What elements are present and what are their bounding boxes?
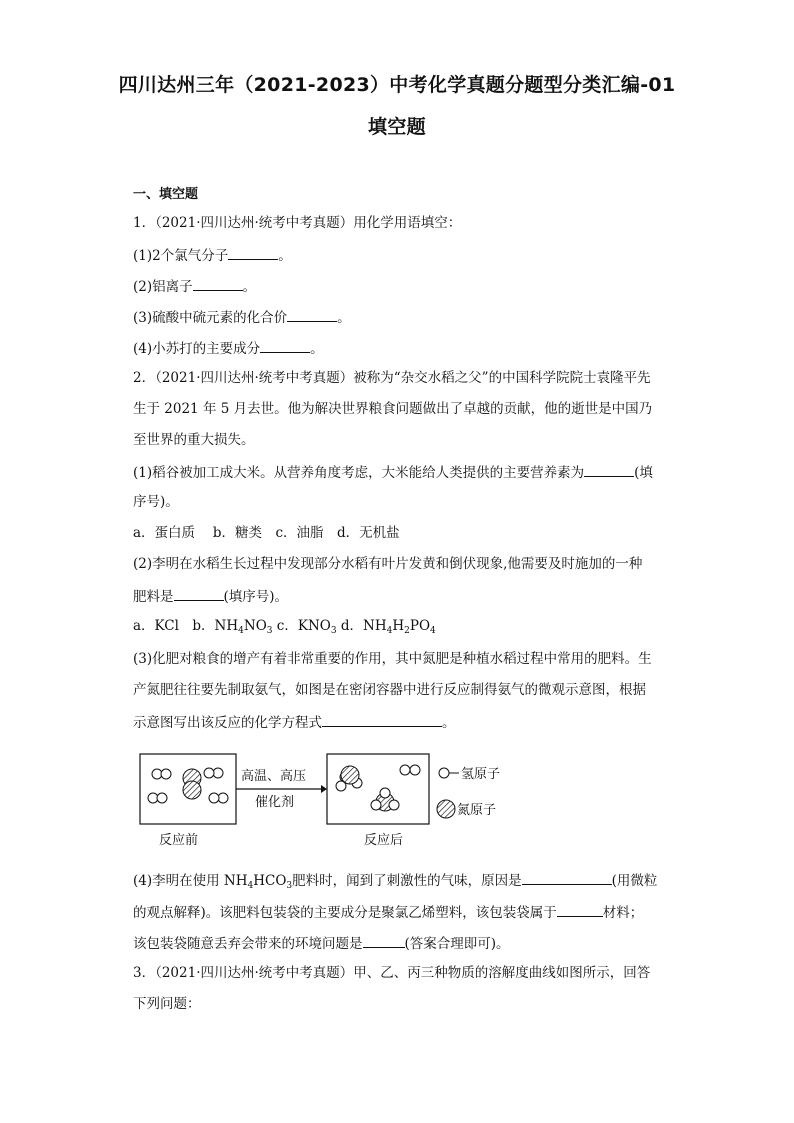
legend-hydrogen <box>439 767 500 782</box>
q2-part3-line3: 示意图写出该反应的化学方程式 。 <box>133 712 456 732</box>
answer-blank[interactable] <box>322 712 442 727</box>
answer-blank[interactable] <box>584 462 634 477</box>
q2-part4-line2: 的观点解释)。该肥料包装袋的主要成分是聚氯乙烯塑料，该包装袋属于 材料； <box>133 902 643 922</box>
document-title: 四川达州三年（2021-2023）中考化学真题分题型分类汇编-01 <box>118 74 676 96</box>
reaction-diagram <box>135 748 525 852</box>
q1-part3: (3)硫酸中硫元素的化合价 。 <box>133 307 351 327</box>
q2-part3-line2: 产氮肥往往要先制取氨气，如图是在密闭容器中进行反应制得氨气的微观示意图，根据 <box>133 682 646 698</box>
document-title-line2: 填空题 <box>368 116 426 138</box>
after-label: 反应后 <box>364 833 404 848</box>
q2-part2-options: a．KCl b．$NH_4NO_3$ c．$KNO_3$ d．$NH_4H_2PO_4$ <box>133 618 436 636</box>
condition-bottom: 催化剂 <box>255 795 295 810</box>
section-heading: 一、填空题 <box>133 187 199 202</box>
answer-blank[interactable] <box>228 245 278 260</box>
q2-stem-line2: 生于 2021 年 5 月去世。他为解决世界粮食问题做出了卓越的贡献，他的逝世是中国乃 <box>133 401 653 417</box>
answer-blank[interactable] <box>287 307 337 322</box>
q2-part2-line1: (2)李明在水稻生长过程中发现部分水稻有叶片发黄和倒伏现象,他需要及时施加的一种 <box>133 556 643 572</box>
q2-part4-line3: 该包装袋随意丢弃会带来的环境问题是 (答案合理即可)。 <box>133 933 510 953</box>
condition-top: 高温、高压 <box>241 769 307 784</box>
q2-stem-line3: 至世界的重大损失。 <box>133 432 255 448</box>
q2-part3-line1: (3)化肥对粮食的增产有着非常重要的作用，其中氮肥是种植水稻过程中常用的肥料。生 <box>133 651 652 667</box>
answer-blank[interactable] <box>193 276 243 291</box>
q1-part1: (1)2个氯气分子 。 <box>133 245 292 265</box>
q2-part4-line1: (4)李明在使用 $NH_4HCO_3$肥料时，闻到了刺激性的气味，原因是 (用微粒 <box>133 870 657 890</box>
q1-stem: 1．（2021·四川达州·统考中考真题）用化学用语填空： <box>133 215 462 231</box>
q2-part2-line2: 肥料是 (填序号)。 <box>133 586 288 606</box>
after-molecules <box>336 765 420 811</box>
legend-nitrogen <box>437 800 496 818</box>
before-label: 反应前 <box>159 833 199 848</box>
q3-stem-line1: 3．（2021·四川达州·统考中考真题）甲、乙、丙三种物质的溶解度曲线如图所示，回答 <box>133 965 651 981</box>
answer-blank[interactable] <box>260 338 310 353</box>
legend-nitrogen-label: 氮原子 <box>457 803 497 818</box>
q3-stem-line2: 下列问题： <box>133 996 201 1012</box>
answer-blank[interactable] <box>174 586 224 601</box>
answer-blank[interactable] <box>522 870 612 885</box>
q1-part2: (2)铝离子 。 <box>133 276 256 296</box>
q1-part4: (4)小苏打的主要成分 。 <box>133 338 324 358</box>
q2-stem-line1: 2．（2021·四川达州·统考中考真题）被称为“杂交水稻之父”的中国科学院院士袁隆平先 <box>133 370 651 386</box>
legend-hydrogen-label: 氢原子 <box>461 767 501 782</box>
answer-blank[interactable] <box>363 933 405 948</box>
q2-part1-line2: 序号)。 <box>133 494 179 510</box>
q2-part1: (1)稻谷被加工成大米。从营养角度考虑，大米能给人类提供的主要营养素为 (填 <box>133 462 653 482</box>
before-molecules <box>148 768 228 803</box>
q2-part1-options: a．蛋白质 b．糖类 c．油脂 d．无机盐 <box>133 525 400 541</box>
answer-blank[interactable] <box>557 902 603 917</box>
